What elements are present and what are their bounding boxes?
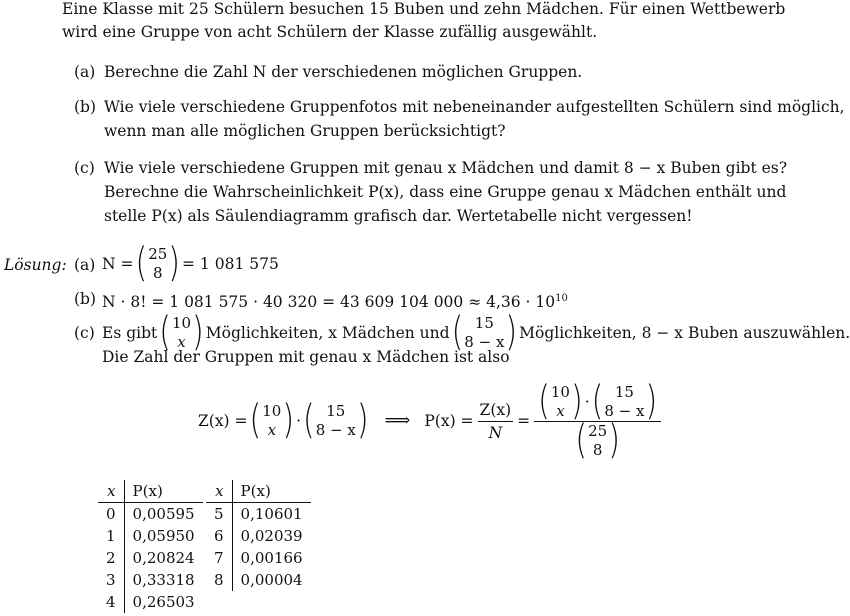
table-cell-x: 0 xyxy=(98,503,124,526)
right-paren: ) xyxy=(608,416,620,464)
frac-denominator: N xyxy=(488,423,503,442)
right-paren: ) xyxy=(192,308,204,356)
table-cell-p: 0,10601 xyxy=(240,505,303,523)
right-paren: ) xyxy=(356,396,369,444)
solution-c-mid: Möglichkeiten, x Mädchen und xyxy=(205,324,450,342)
table-cell-x: 7 xyxy=(206,547,232,569)
binom-25-8 xyxy=(135,239,181,287)
left-paren: ( xyxy=(303,396,315,444)
table-cell-x: 4 xyxy=(98,591,124,613)
intro-line-2: wird eine Gruppe von acht Schülern der Klasse zufällig ausgewählt. xyxy=(62,23,598,41)
table-row xyxy=(98,591,203,613)
task-a-text: Berechne die Zahl N der verschiedenen möglichen Gruppen. xyxy=(104,63,583,81)
solution-label: Lösung: xyxy=(4,256,67,274)
left-paren: ( xyxy=(451,308,464,356)
binom-top: 15 xyxy=(614,382,634,401)
dot: · xyxy=(296,412,301,430)
solution-a-equation xyxy=(102,234,279,294)
solution-b-exponent: 10 xyxy=(555,293,568,304)
task-c-label: (c) xyxy=(74,159,95,177)
right-paren: ) xyxy=(645,377,658,425)
table-row xyxy=(98,569,203,591)
table-header-x: x xyxy=(98,480,124,503)
binom-bottom: 8 − x xyxy=(315,421,356,439)
table-cell-p: 0,05950 xyxy=(132,527,195,545)
binom-bottom: x xyxy=(267,421,277,439)
binom-bottom: x xyxy=(177,333,186,351)
left-paren: ( xyxy=(135,239,148,287)
table-row xyxy=(98,503,203,526)
solution-c-pre: Es gibt xyxy=(102,324,158,342)
table-cell-p: 0,02039 xyxy=(240,527,303,545)
table-cell-p: 0,00166 xyxy=(240,549,303,567)
task-b-line-2: wenn man alle möglichen Gruppen berücksichtigt? xyxy=(104,122,506,140)
table-cell-x: 8 xyxy=(206,569,232,591)
binom-top: 25 xyxy=(148,245,168,263)
binom-15-8mx xyxy=(303,396,369,444)
value-table-1 xyxy=(98,480,203,613)
binom-bottom: 8 − x xyxy=(464,333,505,351)
implies-arrow: ⟹ xyxy=(384,410,411,431)
binom-top: 10 xyxy=(262,402,282,420)
binom-10-x xyxy=(249,396,295,444)
binom-top: 25 xyxy=(588,421,608,440)
frac-numerator: Z(x) xyxy=(478,399,514,422)
big-denominator xyxy=(571,416,624,464)
table-cell-x: 2 xyxy=(98,547,124,569)
left-paren: ( xyxy=(249,396,262,444)
solution-a-label: (a) xyxy=(74,256,96,274)
task-c-line-1: Wie viele verschiedene Gruppen mit genau x Mädchen und damit 8 − x Buben gibt es? xyxy=(104,159,788,177)
table-row xyxy=(98,525,203,547)
table-cell-p: 0,26503 xyxy=(132,593,195,611)
table-row xyxy=(206,503,311,526)
equals: = xyxy=(517,412,531,430)
solution-b-label: (b) xyxy=(74,290,97,308)
table-cell-x: 3 xyxy=(98,569,124,591)
binom-top: 10 xyxy=(550,382,570,401)
table-cell-p: 0,20824 xyxy=(132,549,195,567)
solution-c-label: (c) xyxy=(74,324,95,342)
fraction-zx-n xyxy=(478,399,514,444)
fraction-big xyxy=(534,377,661,464)
table-header-p: P(x) xyxy=(232,480,311,503)
table-cell-p: 0,33318 xyxy=(132,571,195,589)
dot: · xyxy=(584,392,590,411)
table-cell-p: 0,00595 xyxy=(132,505,195,523)
left-paren: ( xyxy=(538,377,550,425)
right-paren: ) xyxy=(282,396,295,444)
solution-c-post: Möglichkeiten, 8 − x Buben auszuwählen. xyxy=(519,324,850,342)
table-cell-x: 1 xyxy=(98,525,124,547)
table-cell-p: 0,00004 xyxy=(240,571,303,589)
binom-top: 15 xyxy=(474,314,494,332)
right-paren: ) xyxy=(570,377,583,425)
binom-top: 10 xyxy=(171,314,192,332)
binom-top: 15 xyxy=(326,402,346,420)
binom-15-8mx xyxy=(591,377,658,425)
binom-bottom: x xyxy=(556,401,565,420)
task-c-line-2: Berechne die Wahrscheinlichkeit P(x), dass eine Gruppe genau x Mädchen enthält und xyxy=(104,183,787,201)
table-cell-x: 6 xyxy=(206,525,232,547)
left-paren: ( xyxy=(591,377,604,425)
task-b-label: (b) xyxy=(74,98,97,116)
table-header-x: x xyxy=(206,480,232,503)
binom-bottom: 8 − x xyxy=(604,401,645,420)
solution-c-line-2: Die Zahl der Gruppen mit genau x Mädchen ist also xyxy=(102,348,510,366)
display-formula xyxy=(198,378,661,464)
table-header-p: P(x) xyxy=(124,480,203,503)
binom-25-8 xyxy=(575,416,620,464)
task-a-label: (a) xyxy=(74,63,96,81)
binom-10-x xyxy=(538,377,583,425)
task-b-line-1: Wie viele verschiedene Gruppenfotos mit nebeneinander aufgestellten Schülern sind möglich, xyxy=(104,98,845,116)
solution-a-lhs: N = xyxy=(102,255,134,273)
table-row xyxy=(206,525,311,547)
right-paren: ) xyxy=(168,239,181,287)
table-row xyxy=(98,547,203,569)
big-numerator xyxy=(534,377,661,425)
solution-b-text: N · 8! = 1 081 575 · 40 320 = 43 609 104 000 ≈ 4,36 · 10 xyxy=(102,293,556,312)
p-lhs: P(x) = xyxy=(424,412,474,430)
left-paren: ( xyxy=(575,416,588,464)
left-paren: ( xyxy=(159,308,171,356)
binom-bottom: 8 xyxy=(592,440,603,459)
table-row xyxy=(206,569,311,591)
binom-bottom: 8 xyxy=(152,264,163,282)
table-row xyxy=(206,547,311,569)
z-lhs: Z(x) = xyxy=(198,412,248,430)
intro-line-1: Eine Klasse mit 25 Schülern besuchen 15 Buben und zehn Mädchen. Für einen Wettbewerb xyxy=(62,0,786,18)
value-table-2 xyxy=(206,480,311,591)
solution-a-rhs: = 1 081 575 xyxy=(182,255,279,273)
task-c-line-3: stelle P(x) als Säulendiagramm grafisch dar. Wertetabelle nicht vergessen! xyxy=(104,207,693,225)
table-cell-x: 5 xyxy=(206,503,232,526)
right-paren: ) xyxy=(505,308,518,356)
